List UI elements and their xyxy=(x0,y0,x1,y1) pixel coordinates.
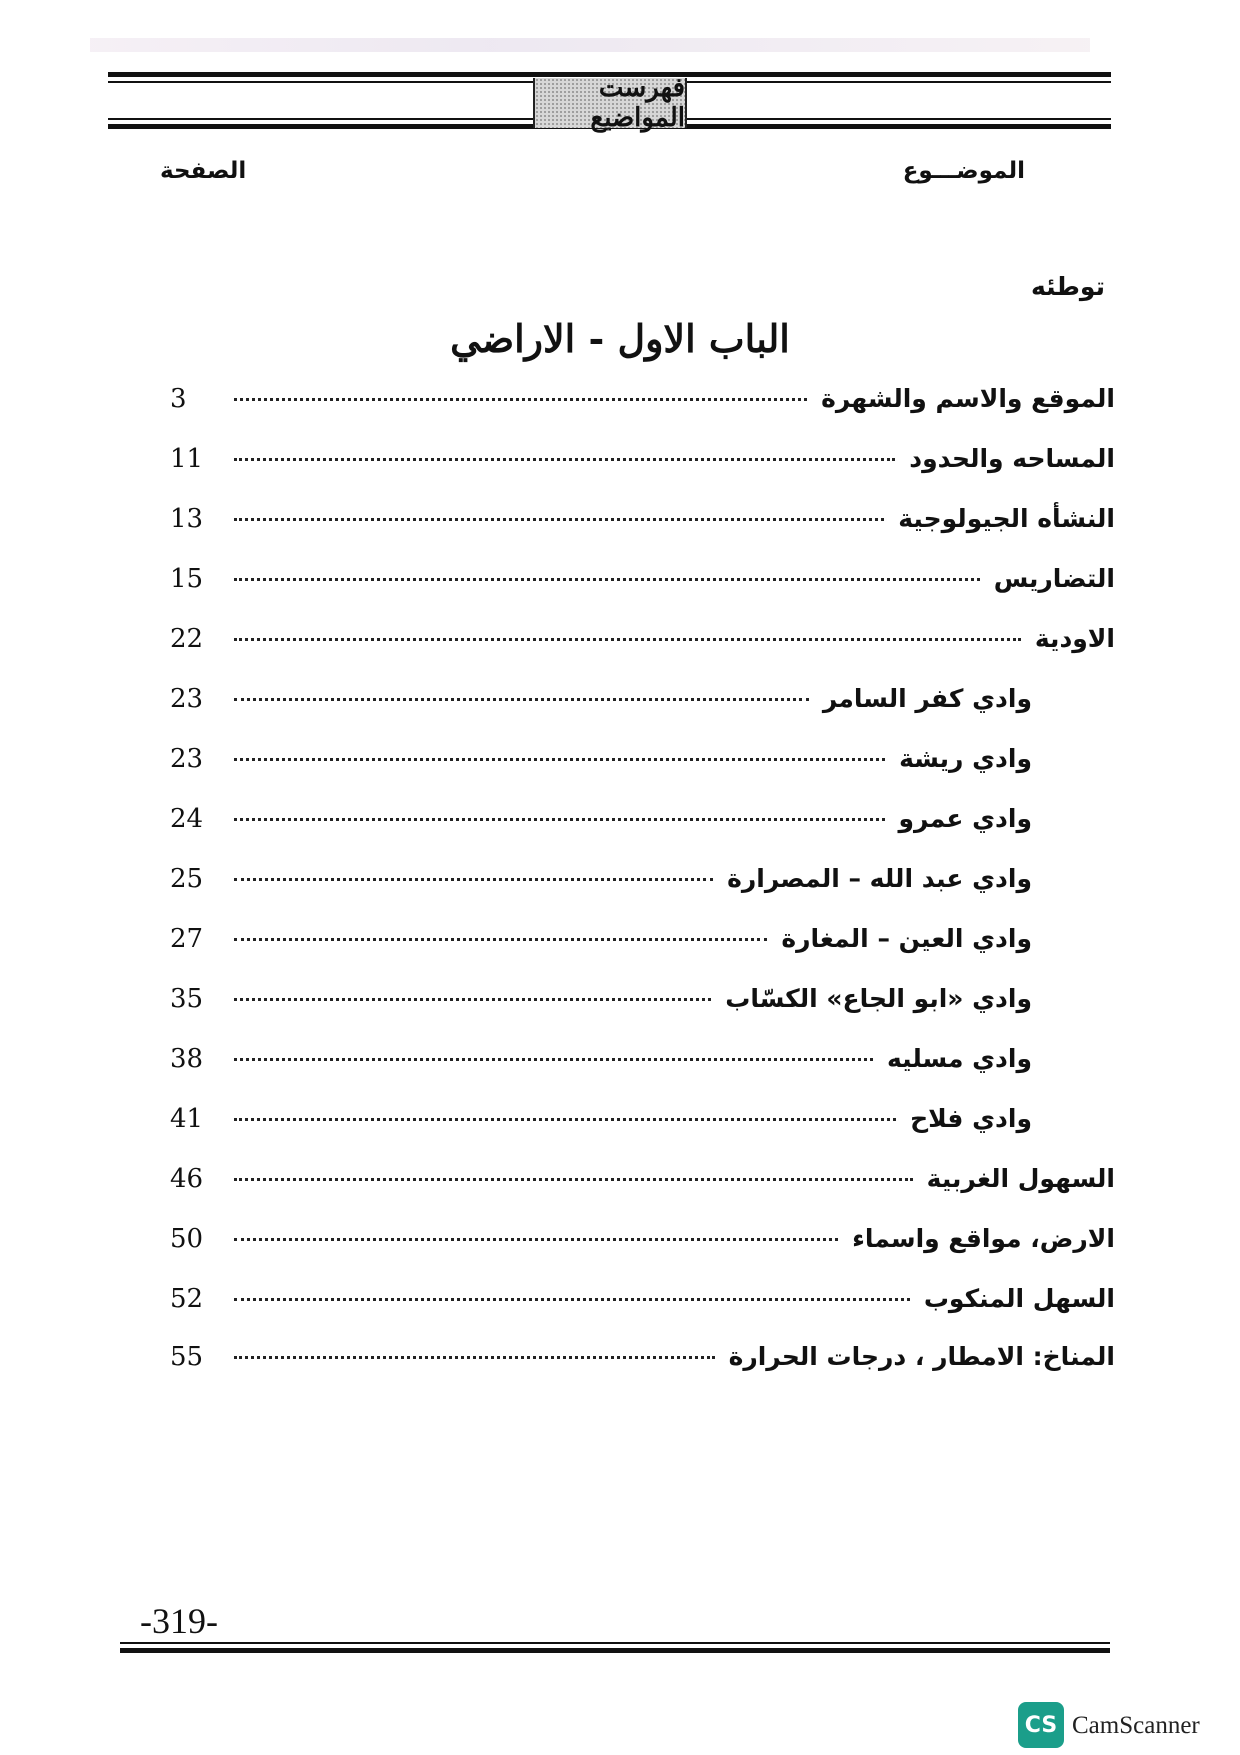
toc-entry-page: 23 xyxy=(170,744,204,774)
toc-row xyxy=(170,924,1032,964)
toc-entry-page: 25 xyxy=(170,864,204,894)
toc-entry-page: 3 xyxy=(170,384,187,414)
toc-entry-title: وادي عبد الله – المصرارة xyxy=(727,864,1032,893)
toc-leader-dots xyxy=(234,1298,910,1301)
toc-leader-dots xyxy=(234,998,711,1001)
toc-entry-page: 11 xyxy=(170,444,204,474)
toc-leader-dots xyxy=(234,1118,896,1121)
toc-entry-title: السهل المنكوب xyxy=(923,1284,1115,1313)
toc-leader-dots xyxy=(234,758,885,761)
toc-entry-title: وادي «ابو الجاع» الكسّاب xyxy=(725,984,1032,1013)
toc-entry-title: الموقع والاسم والشهرة xyxy=(821,384,1115,413)
toc-entry-title: وادي فلاح xyxy=(910,1104,1032,1133)
toc-entry-page: 24 xyxy=(170,804,204,834)
toc-entry-page: 15 xyxy=(170,564,204,594)
page-column-label: الصفحة xyxy=(160,158,247,184)
toc-entry-title: وادي ريشة xyxy=(899,744,1032,773)
footer-rule-thick xyxy=(120,1648,1110,1653)
toc-row xyxy=(170,804,1032,844)
toc-leader-dots xyxy=(234,878,713,881)
toc-row xyxy=(170,444,1115,484)
toc-entry-page: 35 xyxy=(170,984,204,1014)
toc-row xyxy=(170,624,1115,664)
toc-leader-dots xyxy=(234,518,884,521)
toc-row xyxy=(170,864,1032,904)
camscanner-logo-icon: CS xyxy=(1018,1702,1064,1748)
toc-leader-dots xyxy=(234,1178,913,1181)
toc-entry-page: 38 xyxy=(170,1044,204,1074)
toc-row xyxy=(170,1342,1115,1382)
topic-column-label: الموضـــوع xyxy=(902,158,1025,184)
toc-leader-dots xyxy=(234,578,980,581)
page-number: -319- xyxy=(140,1601,218,1641)
intro-heading: توطئه xyxy=(1031,272,1105,301)
header-title-box xyxy=(533,73,687,133)
toc-row xyxy=(170,684,1032,724)
toc-entry-title: التضاريس xyxy=(993,564,1115,593)
toc-entry-title: المساحه والحدود xyxy=(909,444,1115,473)
toc-entry-title: وادي عمرو xyxy=(898,804,1032,833)
toc-row xyxy=(170,984,1032,1024)
toc-entry-title: المناخ: الامطار ، درجات الحرارة xyxy=(728,1342,1115,1371)
toc-row xyxy=(170,1104,1032,1144)
toc-row xyxy=(170,384,1115,424)
toc-entry-title: النشأه الجيولوجية xyxy=(898,504,1115,533)
toc-leader-dots xyxy=(234,938,767,941)
toc-entry-page: 41 xyxy=(170,1104,204,1134)
toc-entry-page: 23 xyxy=(170,684,204,714)
toc-row xyxy=(170,744,1032,784)
footer-rule-thin xyxy=(120,1642,1110,1644)
toc-entry-title: وادي مسليه xyxy=(886,1044,1032,1073)
toc-leader-dots xyxy=(234,698,809,701)
toc-leader-dots xyxy=(234,458,895,461)
toc-leader-dots xyxy=(234,818,885,821)
toc-row xyxy=(170,504,1115,544)
part-title: الباب الاول - الاراضي xyxy=(450,316,790,361)
toc-leader-dots xyxy=(234,398,807,401)
toc-leader-dots xyxy=(234,1058,873,1061)
camscanner-watermark: CamScanner xyxy=(1072,1712,1200,1739)
toc-row xyxy=(170,1164,1115,1204)
toc-row xyxy=(170,1224,1115,1264)
toc-leader-dots xyxy=(234,638,1021,641)
toc-entry-title: السهول الغربية xyxy=(926,1164,1115,1193)
toc-leader-dots xyxy=(234,1356,715,1359)
toc-row xyxy=(170,1284,1115,1324)
page-title: فهرست المواضيع xyxy=(590,73,685,133)
toc-entry-title: وادي كفر السامر xyxy=(822,684,1032,713)
toc-entry-page: 52 xyxy=(170,1284,204,1314)
toc-entry-title: الارض، مواقع واسماء xyxy=(852,1224,1115,1253)
toc-row xyxy=(170,1044,1032,1084)
toc-entry-title: الاودية xyxy=(1034,624,1115,653)
toc-entry-title: وادي العين – المغارة xyxy=(781,924,1032,953)
toc-entry-page: 46 xyxy=(170,1164,204,1194)
toc-entry-page: 22 xyxy=(170,624,204,654)
toc-entry-page: 50 xyxy=(170,1224,204,1254)
scan-smudge xyxy=(90,38,1090,52)
toc-leader-dots xyxy=(234,1238,838,1241)
toc-row xyxy=(170,564,1115,604)
toc-entry-page: 13 xyxy=(170,504,204,534)
toc-entry-page: 27 xyxy=(170,924,204,954)
toc-entry-page: 55 xyxy=(170,1342,204,1372)
